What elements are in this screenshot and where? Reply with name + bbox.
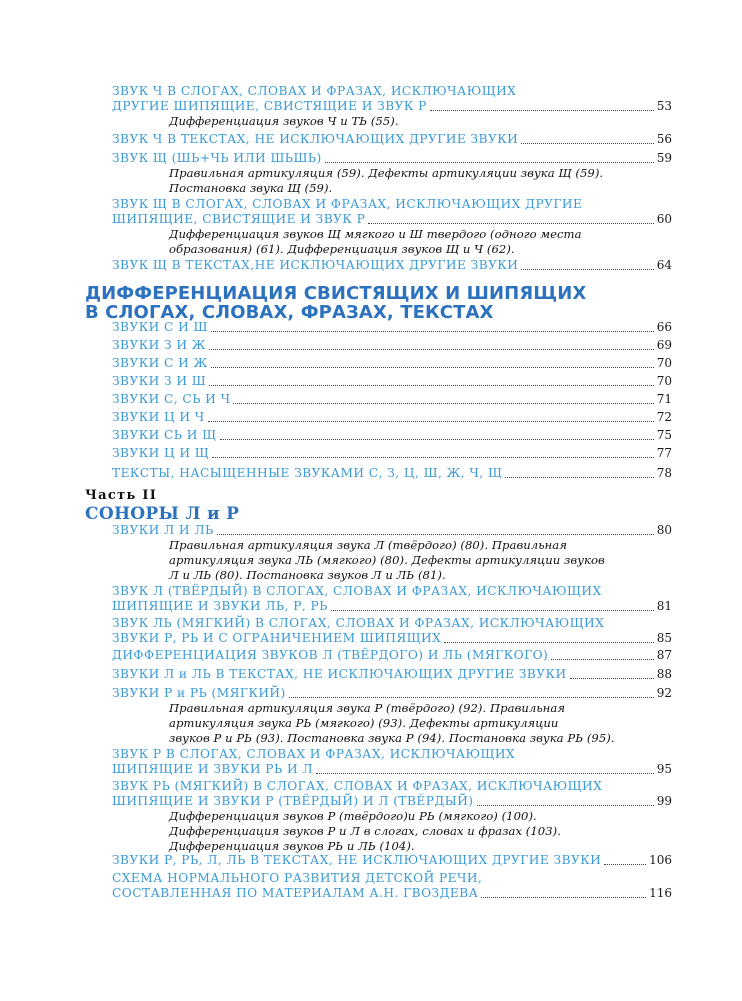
toc-entry-description: артикуляция звука ЛЬ (мягкого) (80). Дефекты артикуляции звуков <box>169 553 605 568</box>
toc-entry[interactable] <box>112 648 672 663</box>
part-title: СОНОРЫ Л и Р <box>85 504 240 524</box>
toc-entry-title-line: ЗВУКИ СЬ И Щ 75 <box>112 428 672 442</box>
toc-entry[interactable] <box>112 779 672 855</box>
page-number: 116 <box>649 886 672 900</box>
page-number: 56 <box>656 132 672 146</box>
page-number: 77 <box>656 446 672 460</box>
toc-entry[interactable] <box>112 410 672 425</box>
leader-dots <box>209 349 654 350</box>
toc-entry-title-line: ЗВУК Щ В СЛОГАХ, СЛОВАХ И ФРАЗАХ, ИСКЛЮЧАЮЩИХ ДРУГИЕ <box>112 197 583 211</box>
page-number: 95 <box>656 762 672 776</box>
toc-entry[interactable] <box>112 151 672 196</box>
leader-dots <box>521 143 654 144</box>
page-number: 66 <box>656 320 672 334</box>
toc-entry-description: образования) (61). Дифференциация звуков Щ и Ч (62). <box>169 242 515 257</box>
toc-entry-title-line: ЗВУКИ Р и РЬ (МЯГКИЙ) 92 <box>112 686 672 700</box>
leader-dots <box>211 331 654 332</box>
toc-entry[interactable] <box>112 374 672 389</box>
toc-entry-title-line: ЗВУК Щ (ШЬ+ЧЬ ИЛИ ШЬШЬ) 59 <box>112 151 672 165</box>
leader-dots <box>477 805 654 806</box>
toc-entry-description: Л и ЛЬ (80). Постановка звуков Л и ЛЬ (81). <box>169 568 446 583</box>
page-number: 87 <box>656 648 672 662</box>
toc-entry-description: Дифференциация звуков Р (твёрдого)и РЬ (мягкого) (100). <box>169 809 537 823</box>
page-number: 80 <box>656 523 672 537</box>
toc-entry[interactable] <box>112 446 672 461</box>
toc-entry-title-line: ЗВУК ЛЬ (МЯГКИЙ) В СЛОГАХ, СЛОВАХ И ФРАЗАХ, ИСКЛЮЧАЮЩИХ <box>112 616 605 630</box>
toc-entry-title-line: ТЕКСТЫ, НАСЫЩЕННЫЕ ЗВУКАМИ С, З, Ц, Ш, Ж, Ч, Щ 78 <box>112 466 672 480</box>
leader-dots <box>570 678 654 679</box>
leader-dots <box>220 439 654 440</box>
toc-entry-description: Правильная артикуляция (59). Дефекты артикуляции звука Щ (59). <box>169 166 604 180</box>
toc-entry-title-line: ЗВУК Ч В СЛОГАХ, СЛОВАХ И ФРАЗАХ, ИСКЛЮЧАЮЩИХ <box>112 84 517 98</box>
toc-entry-description: Дифференциация звуков Р и Л в слогах, словах и фразах (103). <box>169 824 561 839</box>
page-number: 70 <box>656 356 672 370</box>
toc-entry[interactable] <box>112 84 672 129</box>
toc-entry-title-line: ДИФФЕРЕНЦИАЦИЯ ЗВУКОВ Л (ТВЁРДОГО) И ЛЬ (МЯГКОГО) 87 <box>112 648 672 662</box>
page-number: 71 <box>656 392 672 406</box>
toc-entry[interactable] <box>112 320 672 335</box>
toc-entry[interactable] <box>112 523 672 584</box>
page-number: 53 <box>656 99 672 113</box>
toc-entry[interactable] <box>112 428 672 443</box>
page-number: 99 <box>656 794 672 808</box>
toc-entry[interactable] <box>112 392 672 407</box>
page-number: 72 <box>656 410 672 424</box>
toc-entry-title-line: ШИПЯЩИЕ, СВИСТЯЩИЕ И ЗВУК Р 60 <box>112 212 672 226</box>
leader-dots <box>551 659 653 660</box>
page-number: 92 <box>656 686 672 700</box>
leader-dots <box>481 897 646 898</box>
leader-dots <box>217 534 654 535</box>
page-number: 85 <box>656 631 672 645</box>
page-number: 59 <box>656 151 672 165</box>
toc-entry[interactable] <box>112 871 672 901</box>
leader-dots <box>233 403 653 404</box>
toc-entry-title-line: ЗВУКИ Ц И Ч 72 <box>112 410 672 424</box>
leader-dots <box>325 162 654 163</box>
leader-dots <box>430 110 654 111</box>
page-number: 70 <box>656 374 672 388</box>
toc-entry-title-line: ШИПЯЩИЕ И ЗВУКИ Р (ТВЁРДЫЙ) И Л (ТВЁРДЫЙ) 99 <box>112 794 672 808</box>
toc-entry-title-line: ЗВУКИ С, СЬ И Ч 71 <box>112 392 672 406</box>
toc-entry[interactable] <box>112 686 672 747</box>
toc-entry-title-line: СХЕМА НОРМАЛЬНОГО РАЗВИТИЯ ДЕТСКОЙ РЕЧИ, <box>112 871 483 885</box>
toc-entry-title-line: ДРУГИЕ ШИПЯЩИЕ, СВИСТЯЩИЕ И ЗВУК Р 53 <box>112 99 672 113</box>
leader-dots <box>212 457 654 458</box>
leader-dots <box>368 223 654 224</box>
toc-entry-title-line: ЗВУКИ Л И ЛЬ 80 <box>112 523 672 537</box>
toc-entry-title-line: ЗВУКИ С И Ш 66 <box>112 320 672 334</box>
part-label: Часть II <box>85 488 158 503</box>
toc-entry-title-line: ЗВУКИ Р, РЬ И С ОГРАНИЧЕНИЕМ ШИПЯЩИХ 85 <box>112 631 672 645</box>
toc-entry[interactable] <box>112 584 672 614</box>
toc-entry[interactable] <box>112 466 672 481</box>
toc-entry[interactable] <box>112 258 672 273</box>
toc-entry-description: Правильная артикуляция звука Л (твёрдого) (80). Правильная <box>169 538 567 552</box>
toc-entry[interactable] <box>112 667 672 682</box>
toc-entry-description: Дифференциация звуков РЬ и ЛЬ (104). <box>169 839 415 854</box>
toc-entry-description: Постановка звука Щ (59). <box>169 181 333 196</box>
leader-dots <box>209 385 654 386</box>
toc-entry-description: артикуляция звука РЬ (мягкого) (93). Дефекты артикуляции <box>169 716 559 731</box>
toc-entry[interactable] <box>112 747 672 777</box>
leader-dots <box>505 477 653 478</box>
page-number: 64 <box>656 258 672 272</box>
toc-entry-title-line: ЗВУКИ Ц И Щ 77 <box>112 446 672 460</box>
leader-dots <box>211 367 654 368</box>
toc-entry[interactable] <box>112 853 672 868</box>
toc-entry[interactable] <box>112 132 672 147</box>
toc-entry-title-line: ЗВУК Р В СЛОГАХ, СЛОВАХ И ФРАЗАХ, ИСКЛЮЧАЮЩИХ <box>112 747 516 761</box>
section-title-line: ДИФФЕРЕНЦИАЦИЯ СВИСТЯЩИХ И ШИПЯЩИХ <box>85 283 587 304</box>
leader-dots <box>208 421 654 422</box>
toc-entry[interactable] <box>112 338 672 353</box>
toc-entry-title-line: СОСТАВЛЕННАЯ ПО МАТЕРИАЛАМ А.Н. ГВОЗДЕВА 116 <box>112 886 672 900</box>
page-number: 75 <box>656 428 672 442</box>
leader-dots <box>444 642 654 643</box>
toc-entry-description: Правильная артикуляция звука Р (твёрдого) (92). Правильная <box>169 701 566 715</box>
toc-entry-title-line: ЗВУК Щ В ТЕКСТАХ,НЕ ИСКЛЮЧАЮЩИХ ДРУГИЕ ЗВУКИ 64 <box>112 258 672 272</box>
toc-entry[interactable] <box>112 616 672 646</box>
toc-entry-title-line: ЗВУК Л (ТВЁРДЫЙ) В СЛОГАХ, СЛОВАХ И ФРАЗАХ, ИСКЛЮЧАЮЩИХ <box>112 584 602 598</box>
toc-entry-description: Дифференциация звуков Ч и ТЬ (55). <box>169 114 399 128</box>
toc-entry-title-line: ШИПЯЩИЕ И ЗВУКИ ЛЬ, Р, РЬ 81 <box>112 599 672 613</box>
toc-entry-description: звуков Р и РЬ (93). Постановка звука Р (94). Постановка звука РЬ (95). <box>169 731 615 746</box>
toc-entry-title-line: ШИПЯЩИЕ И ЗВУКИ РЬ И Л 95 <box>112 762 672 776</box>
toc-entry-title-line: ЗВУК РЬ (МЯГКИЙ) В СЛОГАХ, СЛОВАХ И ФРАЗАХ, ИСКЛЮЧАЮЩИХ <box>112 779 603 793</box>
leader-dots <box>289 697 654 698</box>
toc-entry-title-line: ЗВУКИ З И Ш 70 <box>112 374 672 388</box>
leader-dots <box>316 773 654 774</box>
page-number: 81 <box>656 599 672 613</box>
toc-entry-title-line: ЗВУКИ З И Ж 69 <box>112 338 672 352</box>
page-number: 88 <box>656 667 672 681</box>
leader-dots <box>604 864 646 865</box>
toc-entry[interactable] <box>112 197 672 257</box>
toc-entry-title-line: ЗВУКИ Л и ЛЬ В ТЕКСТАХ, НЕ ИСКЛЮЧАЮЩИХ ДРУГИЕ ЗВУКИ 88 <box>112 667 672 681</box>
leader-dots <box>521 269 653 270</box>
toc-entry-title-line: ЗВУКИ С И Ж 70 <box>112 356 672 370</box>
toc-entry-title-line: ЗВУК Ч В ТЕКСТАХ, НЕ ИСКЛЮЧАЮЩИХ ДРУГИЕ ЗВУКИ 56 <box>112 132 672 146</box>
section-title-line: В СЛОГАХ, СЛОВАХ, ФРАЗАХ, ТЕКСТАХ <box>85 302 494 323</box>
leader-dots <box>331 610 654 611</box>
page-number: 69 <box>656 338 672 352</box>
toc-entry-description: Дифференциация звуков Щ мягкого и Ш твердого (одного места <box>169 227 582 241</box>
page-number: 106 <box>649 853 672 867</box>
page-number: 78 <box>656 466 672 480</box>
toc-entry[interactable] <box>112 356 672 371</box>
page-number: 60 <box>656 212 672 226</box>
toc-entry-title-line: ЗВУКИ Р, РЬ, Л, ЛЬ В ТЕКСТАХ, НЕ ИСКЛЮЧАЮЩИХ ДРУГИЕ ЗВУКИ 106 <box>112 853 672 867</box>
